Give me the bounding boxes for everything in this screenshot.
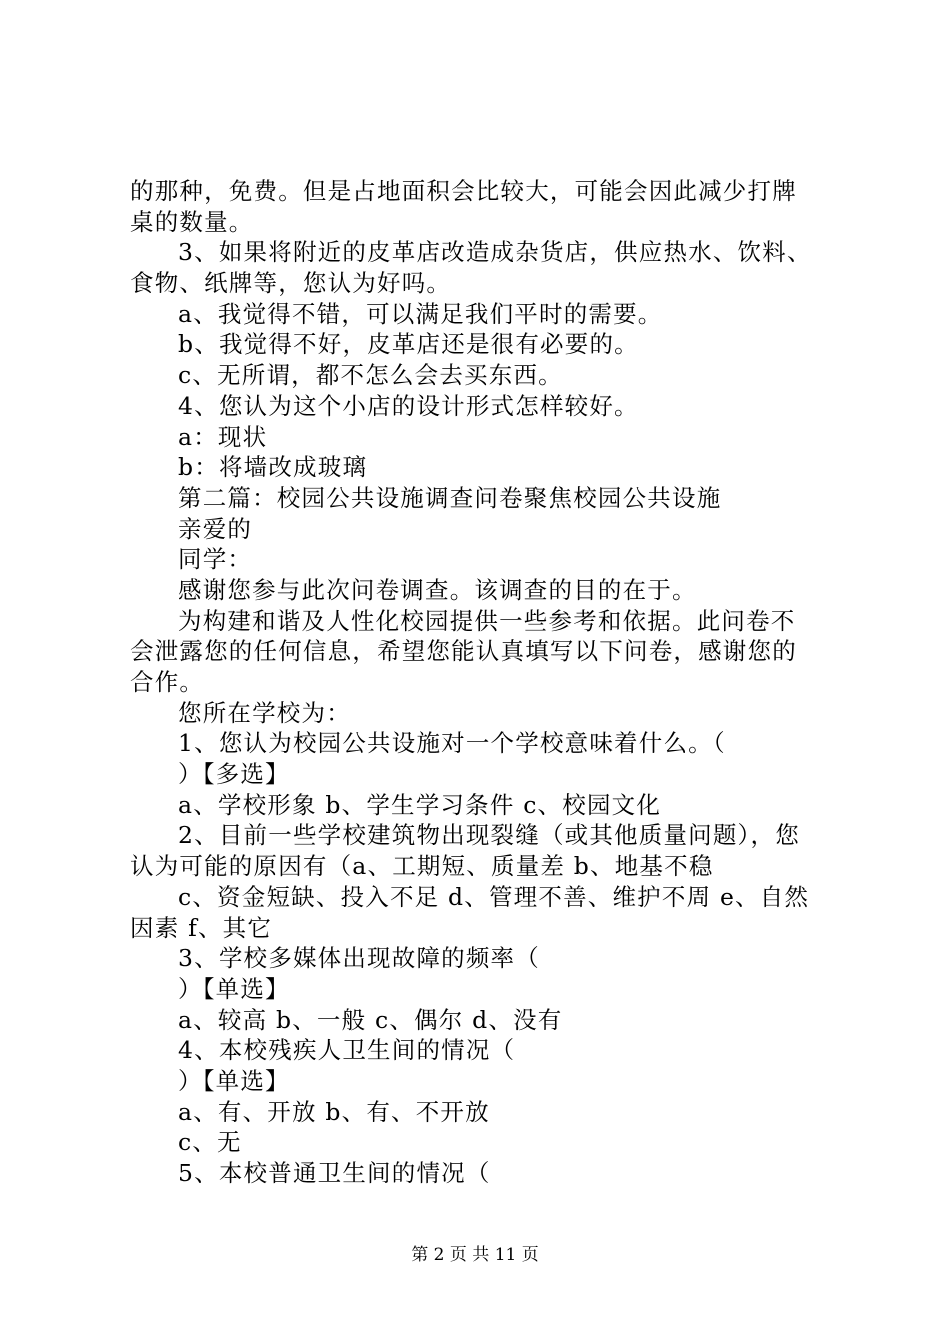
text-line: 第二篇：校园公共设施调查问卷聚焦校园公共设施 <box>178 483 722 512</box>
text-line: 亲爱的 <box>178 514 253 543</box>
text-line: 3、如果将附近的皮革店改造成杂货店，供应热水、饮料、 <box>178 238 812 267</box>
text-line: 1、您认为校园公共设施对一个学校意味着什么。（ <box>178 729 726 758</box>
text-line: 的那种，免费。但是占地面积会比较大，可能会因此减少打牌 <box>130 177 797 205</box>
text-line: a、有、开放 b、有、不开放 <box>178 1097 490 1126</box>
text-line: 为构建和谐及人性化校园提供一些参考和依据。此问卷不 <box>178 606 796 635</box>
text-line: a、学校形象 b、学生学习条件 c、校园文化 <box>178 790 662 819</box>
text-line: ）【单选】 <box>178 974 290 1003</box>
text-line: a、我觉得不错，可以满足我们平时的需要。 <box>178 299 663 328</box>
text-line: 4、本校残疾人卫生间的情况（ <box>178 1036 516 1065</box>
text-line: 认为可能的原因有（a、工期短、质量差 b、地基不稳 <box>130 852 714 881</box>
text-line: 同学： <box>178 545 253 574</box>
text-line: ）【多选】 <box>178 760 290 789</box>
text-line: a、较高 b、一般 c、偶尔 d、没有 <box>178 1005 563 1034</box>
text-line: 感谢您参与此次问卷调查。该调查的目的在于。 <box>178 575 697 604</box>
text-line: 2、目前一些学校建筑物出现裂缝（或其他质量问题），您 <box>178 821 800 850</box>
text-line: c、资金短缺、投入不足 d、管理不善、维护不周 e、自然 <box>178 882 810 911</box>
text-line: a：现状 <box>178 422 268 451</box>
text-line: 您所在学校为： <box>178 698 351 727</box>
text-line: 合作。 <box>130 668 205 696</box>
text-line: c、无 <box>178 1128 242 1157</box>
document-body <box>130 176 835 1189</box>
text-line: 食物、纸牌等，您认为好吗。 <box>130 269 452 298</box>
page-footer: 第 2 页 共 11 页 <box>411 1245 539 1265</box>
text-line: ）【单选】 <box>178 1066 290 1095</box>
text-line: 4、您认为这个小店的设计形式怎样较好。 <box>178 391 639 420</box>
text-line: 3、学校多媒体出现故障的频率（ <box>178 944 540 973</box>
text-line: c、无所谓，都不怎么会去买东西。 <box>178 361 563 390</box>
text-line: 会泄露您的任何信息，希望您能认真填写以下问卷，感谢您的 <box>130 637 797 666</box>
text-line: b、我觉得不好，皮革店还是很有必要的。 <box>178 330 639 359</box>
text-line: 5、本校普通卫生间的情况（ <box>178 1159 491 1187</box>
text-line: 因素 f、其它 <box>130 913 273 942</box>
text-line: 桌的数量。 <box>130 207 254 236</box>
text-line: b：将墙改成玻璃 <box>178 453 368 482</box>
